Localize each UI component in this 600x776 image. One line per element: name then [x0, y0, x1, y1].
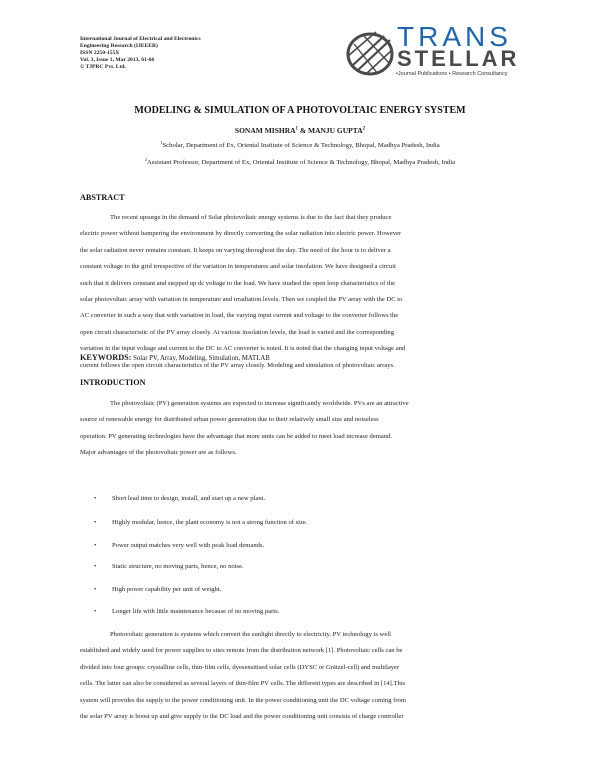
keywords	[80, 353, 270, 362]
journal-issn: ISSN 2250-155X	[80, 50, 120, 56]
bullet-text: Highly modular, hence, the plant economy is not a strong function of size.	[112, 519, 308, 526]
logo-word-trans: TRANS	[397, 21, 512, 52]
bullet-text: Static structure, no moving parts, hence, no noise.	[112, 563, 244, 570]
journal-copyright: © TJPRC Pvt. Ltd.	[80, 64, 126, 70]
affiliation-1	[0, 139, 600, 149]
journal-volume: Vol. 3, Issue 1, Mar 2013, 61-66	[80, 57, 155, 63]
logo-tagline: •Journal Publications • Research Consultancy	[396, 71, 508, 77]
affiliation-2	[0, 156, 600, 166]
author-2: MANJU GUPTA	[307, 126, 363, 135]
globe-icon	[344, 30, 400, 78]
advantage-bullet: • Longer life with little maintenance because of no moving parts.	[94, 608, 280, 615]
introduction-para-2	[80, 627, 539, 725]
abstract-line: The recent upsurge in the demand of Solar photovoltaic energy systems is due to the fact that they produce	[110, 214, 392, 221]
abstract-line: current follows the open circuit characteristics of the PV array closely. Modeling and simulation of photovoltaic arrays.	[80, 361, 395, 369]
abstract-line: open circuit characteristic of the PV array closely. At various insolation levels, the load is varied and the corresponding	[80, 328, 395, 336]
logo-word-stellar: STELLAR	[397, 46, 520, 71]
intro-line: divided into four groups: crystalline cells, thin-film cells, dyesensitised solar cells (DYSC or Grätzel-cell) and multilayer	[80, 663, 400, 671]
author-separator: &	[297, 126, 308, 135]
intro-line: the solar PV array is boost up and give supply to the DC load and the power conditioning unit consists of charge controller	[80, 713, 404, 721]
intro-line: Major advantages of the photovoltaic power are as follows.	[80, 449, 237, 457]
author-line	[0, 126, 600, 135]
intro-line: operation. PV generating technologies have the advantage that more units can be added to meet load increase demand.	[80, 432, 393, 440]
intro-line: established and widely used for power supplies to sites remote from the distribution network [1]. Photovoltaic cells can be	[80, 647, 403, 655]
abstract-line: AC converter in such a way that with variation in load, the varying input current and voltage to the converter follows the	[80, 312, 399, 320]
affiliation-1-text: Scholar, Department of Ex, Oriental Institute of Science & Technology, Bhopal, Madhya Pradesh, India	[162, 142, 440, 149]
intro-line: cells. The latter can also be considered as several layers of thin-film PV cells. The different types are described in [14].This	[80, 680, 406, 688]
intro-line: system will provides the supply to the power conditioning unit. In the power conditioning unit the DC voltage coming from	[80, 696, 406, 704]
abstract-line: variation in the input voltage and current to the DC to AC converter is noted. It is noted that the changing input voltage and	[80, 345, 406, 353]
keywords-text: Solar PV, Array, Modeling, Simulation, MATLAB	[131, 355, 270, 362]
advantage-bullet: • Highly modular, hence, the plant economy is not a strong function of size.	[94, 519, 308, 526]
affiliation-2-text: Assistant Professor, Department of Ex, Oriental Institute of Science & Technology, Bhopal, Madhya Pradesh, India	[146, 159, 456, 166]
paper-title: MODELING & SIMULATION OF A PHOTOVOLTAIC ENERGY SYSTEM	[134, 105, 466, 116]
bullet-text: Power output matches very well with peak load demands.	[112, 542, 265, 549]
keywords-label: KEYWORDS:	[80, 353, 132, 362]
bullet-text: Longer life with little maintenance because of no moving parts.	[112, 608, 280, 615]
abstract-line: solar photovoltaic array with variation in temperature and irradiation levels. Then we coupled the PV array with the DC to	[80, 296, 403, 304]
journal-name-line2: Engineering Research (IJEEER)	[80, 43, 158, 49]
affiliation-2-sup: 2	[144, 156, 147, 162]
advantage-bullet: • Static structure, no moving parts, hence, no noise.	[94, 563, 244, 570]
bullet-text: Short lead time to design, install, and start up a new plant.	[112, 495, 266, 502]
author-1: SONAM MISHRA	[234, 126, 296, 135]
advantage-bullet: • High power capability per unit of weight.	[94, 586, 222, 593]
author-1-sup: 1	[295, 126, 298, 132]
abstract-line: the solar radiation never remains constant. It keeps on varying throughout the day. The need of the hour is to deliver a	[80, 246, 391, 254]
abstract-body	[80, 210, 539, 374]
affiliation-1-sup: 1	[160, 139, 163, 145]
abstract-line: electric power without hampering the environment by directly converting the solar radiation into electric power. However	[80, 230, 402, 238]
trans-stellar-logo	[342, 22, 554, 82]
abstract-line: constant voltage to the grid irrespective of the variation in temperatures and solar insolation. We have designed a circuit	[80, 263, 396, 271]
introduction-para-1	[80, 396, 539, 462]
advantage-bullet: • Short lead time to design, install, and start up a new plant.	[94, 495, 266, 502]
intro-line: Photovoltaic generation is systems which convert the sunlight directly to electricity. PV technology is well	[110, 631, 391, 638]
abstract-heading: ABSTRACT	[80, 193, 125, 202]
journal-name-line1: International Journal of Electrical and Electronics	[80, 36, 201, 42]
intro-line: The photovoltaic (PV) generation systems are expected to increase significantly worldwide. PVs are an attractive	[110, 400, 409, 407]
introduction-heading: INTRODUCTION	[80, 378, 146, 387]
advantage-bullet: • Power output matches very well with peak load demands.	[94, 542, 265, 549]
author-2-sup: 2	[362, 126, 366, 132]
bullet-text: High power capability per unit of weight.	[112, 586, 222, 593]
journal-info	[80, 36, 201, 71]
intro-line: source of renewable energy for distributed urban power generation due to their relatively small size and noiseless	[80, 416, 379, 424]
abstract-line: such that it delivers constant and stepped up dc voltage to the load. We have studied the open loop characteristics of the	[80, 279, 396, 287]
